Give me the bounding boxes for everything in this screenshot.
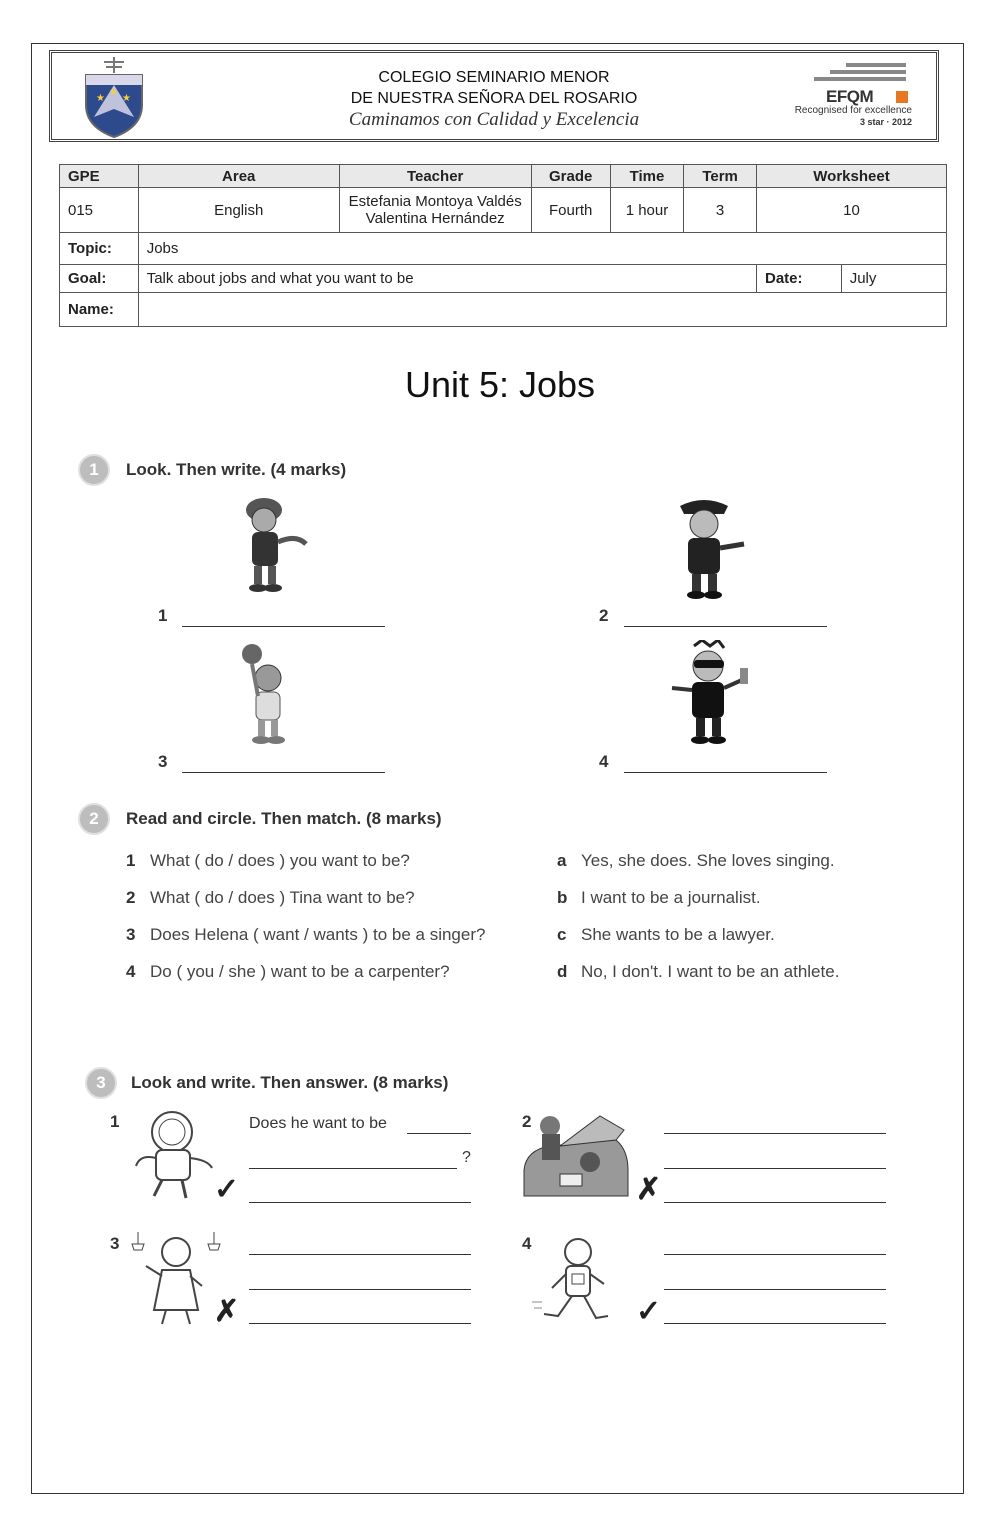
cross-mark-icon: ✗	[636, 1173, 662, 1206]
section-1-badge: 1	[78, 454, 110, 486]
s3-prompt: Does he want to be	[249, 1115, 387, 1132]
s2-a-text[interactable]: Yes, she does. She loves singing.	[581, 851, 835, 870]
s2-a-letter: c	[557, 925, 567, 944]
s2-answer-d	[557, 962, 839, 982]
s2-q-text[interactable]: Does Helena ( want / wants ) to be a singer?	[150, 925, 486, 944]
s2-a-letter: b	[557, 888, 568, 907]
s3-number-3: 3	[110, 1234, 120, 1253]
actor-figure-icon	[666, 640, 756, 746]
name-field[interactable]	[138, 293, 946, 327]
topic-row	[60, 233, 947, 265]
section-3-badge: 3	[85, 1067, 117, 1099]
s1-number-4: 4	[599, 752, 609, 771]
efqm-bar	[814, 77, 906, 81]
s2-question-2	[126, 888, 415, 908]
header-grade: Grade	[531, 165, 610, 188]
s3-answer-line[interactable]	[249, 1289, 471, 1290]
cross-mark-icon: ✗	[214, 1295, 240, 1328]
svg-text:★: ★	[96, 93, 105, 104]
s1-answer-line-2[interactable]	[624, 626, 827, 627]
efqm-wordmark: EFQM	[826, 87, 874, 106]
term-value: 3	[684, 188, 757, 233]
school-line-1: COLEGIO SEMINARIO MENOR	[378, 69, 610, 86]
s2-a-letter: d	[557, 962, 568, 981]
s3-number-1: 1	[110, 1112, 120, 1131]
grade-value: Fourth	[531, 188, 610, 233]
page-title: Unit 5: Jobs	[404, 364, 596, 405]
s2-q-text[interactable]: What ( do / does ) Tina want to be?	[150, 888, 415, 907]
s2-answer-a	[557, 851, 835, 871]
teacher-name-2: Valentina Hernández	[365, 210, 505, 227]
info-table	[59, 164, 947, 327]
efqm-tagline: Recognised for excellence	[794, 105, 912, 116]
runner-figure-icon	[530, 1232, 620, 1330]
s2-a-letter: a	[557, 851, 567, 870]
singer-figure-icon	[128, 1230, 224, 1330]
date-label: Date:	[757, 265, 842, 293]
s3-answer-line[interactable]	[249, 1168, 457, 1169]
efqm-award: 3 star · 2012	[859, 117, 912, 127]
school-motto: Caminamos con Calidad y Excelencia	[348, 109, 640, 130]
date-value: July	[841, 265, 946, 293]
firefighter-figure-icon	[236, 494, 312, 594]
s2-answer-c	[557, 925, 775, 945]
header-term: Term	[684, 165, 757, 188]
s2-question-3	[126, 925, 485, 945]
s2-a-text[interactable]: No, I don't. I want to be an athlete.	[581, 962, 840, 981]
s1-answer-line-1[interactable]	[182, 626, 385, 627]
s1-answer-line-4[interactable]	[624, 772, 827, 773]
svg-text:★: ★	[122, 93, 131, 104]
police-officer-figure-icon	[668, 494, 748, 600]
name-label: Name:	[60, 293, 139, 327]
worksheet-value: 10	[757, 188, 947, 233]
efqm-logo	[774, 59, 914, 135]
s1-number-1: 1	[158, 606, 168, 625]
gpe-value: 015	[60, 188, 139, 233]
table-header-row	[60, 165, 947, 188]
teacher-name-1: Estefania Montoya Valdés	[348, 193, 522, 210]
s3-answer-line[interactable]	[249, 1323, 471, 1324]
header-gpe: GPE	[60, 165, 139, 188]
goal-value: Talk about jobs and what you want to be	[138, 265, 756, 293]
section-1-title: Look. Then write. (4 marks)	[126, 460, 347, 479]
s3-answer-line[interactable]	[664, 1254, 886, 1255]
s3-answer-line[interactable]	[664, 1202, 886, 1203]
s2-question-1	[126, 851, 410, 871]
s3-question-mark: ?	[462, 1149, 471, 1166]
s3-answer-line[interactable]	[664, 1168, 886, 1169]
basketball-player-figure-icon	[236, 640, 300, 746]
header-worksheet: Worksheet	[757, 165, 947, 188]
s3-answer-line[interactable]	[249, 1254, 471, 1255]
teacher-value	[339, 188, 531, 233]
table-values-row	[60, 188, 947, 233]
s1-number-2: 2	[599, 606, 609, 625]
astronaut-figure-icon	[128, 1108, 220, 1204]
s3-answer-line[interactable]	[664, 1323, 886, 1324]
s3-answer-line[interactable]	[407, 1133, 471, 1134]
topic-label: Topic:	[60, 233, 139, 265]
header-teacher: Teacher	[339, 165, 531, 188]
efqm-square-icon	[896, 91, 908, 103]
s3-number-2: 2	[522, 1112, 532, 1131]
s1-number-3: 3	[158, 752, 168, 771]
check-mark-icon: ✓	[636, 1295, 662, 1328]
s2-a-text[interactable]: I want to be a journalist.	[581, 888, 761, 907]
svg-text:★: ★	[109, 87, 118, 98]
goal-row	[60, 265, 947, 293]
topic-value: Jobs	[138, 233, 946, 265]
mechanic-car-figure-icon	[520, 1110, 630, 1206]
check-mark-icon: ✓	[214, 1173, 240, 1206]
header-time: Time	[610, 165, 683, 188]
s2-q-text[interactable]: Do ( you / she ) want to be a carpenter?	[150, 962, 450, 981]
section-2-title: Read and circle. Then match. (8 marks)	[126, 809, 442, 828]
name-row	[60, 293, 947, 327]
s3-answer-line[interactable]	[249, 1202, 471, 1203]
s2-q-number: 2	[126, 888, 136, 907]
s2-question-4	[126, 962, 450, 982]
s2-q-number: 3	[126, 925, 136, 944]
s2-answer-b	[557, 888, 761, 908]
s2-q-number: 4	[126, 962, 136, 981]
efqm-bar	[830, 70, 906, 74]
area-value: English	[138, 188, 339, 233]
s3-answer-line[interactable]	[664, 1133, 886, 1134]
s2-a-text[interactable]: She wants to be a lawyer.	[581, 925, 775, 944]
section-2-badge: 2	[78, 803, 110, 835]
time-value: 1 hour	[610, 188, 683, 233]
school-header	[49, 50, 939, 142]
s2-q-number: 1	[126, 851, 136, 870]
section-3-title: Look and write. Then answer. (8 marks)	[131, 1073, 449, 1092]
goal-label: Goal:	[60, 265, 139, 293]
s3-number-4: 4	[522, 1234, 532, 1253]
school-line-2: DE NUESTRA SEÑORA DEL ROSARIO	[350, 90, 638, 107]
s1-answer-line-3[interactable]	[182, 772, 385, 773]
header-area: Area	[138, 165, 339, 188]
s3-answer-line[interactable]	[664, 1289, 886, 1290]
efqm-bar	[846, 63, 906, 67]
s2-q-text[interactable]: What ( do / does ) you want to be?	[150, 851, 410, 870]
